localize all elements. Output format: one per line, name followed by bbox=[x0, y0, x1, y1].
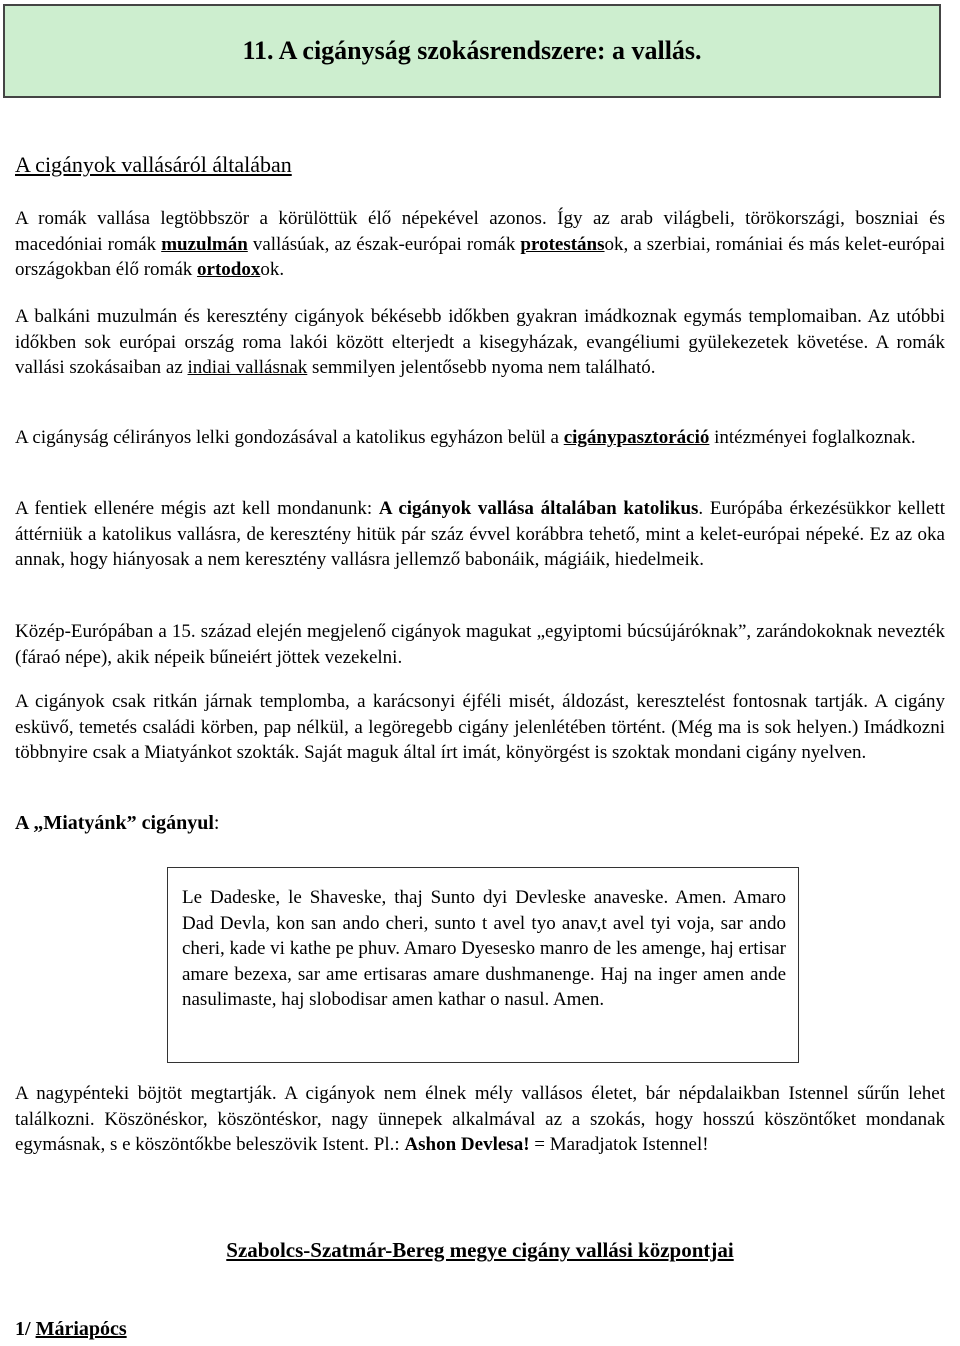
paragraph-2-text-b: semmilyen jelentősebb nyoma nem található. bbox=[307, 357, 656, 378]
title-box bbox=[3, 4, 941, 98]
link-protestans[interactable]: protestáns bbox=[520, 233, 605, 255]
paragraph-5: Közép-Európában a 15. század elején megjelenő cigányok magukat „egyiptomi búcsújáróknak”, zarándokoknak nevezték (fáraó népe), akik népeik bűneiért jöttek vezekelni. bbox=[15, 621, 945, 668]
list-number: 1/ bbox=[15, 1318, 31, 1340]
link-ciganypasztoracio[interactable]: cigánypasztoráció bbox=[563, 427, 710, 448]
paragraph-4-text-a: A fentiek ellenére mégis azt kell mondanunk: bbox=[15, 498, 379, 519]
link-ortodox[interactable]: ortodox bbox=[197, 259, 261, 280]
paragraph-3-text-a: A cigányság célirányos lelki gondozásával a katolikus egyházon belül a bbox=[15, 427, 564, 448]
paragraph-2 bbox=[15, 304, 945, 381]
paragraph-3 bbox=[15, 425, 945, 451]
paragraph-6: A cigányok csak ritkán járnak templomba, a karácsonyi éjféli misét, áldozást, keresztelést fontosnak tartják. A cigány esküvő, temetés családi körben, pap nélkül, a legöregebb cigány jelenlétében történt. (Még ma is sok helyen.) Imádkozni többnyire csak a Miatyánkot szokták. Saját maguk által írt imát, könyörgést is szoktak mondani cigány nyelven. bbox=[15, 691, 945, 763]
paragraph-1-text-a: A romák vallása legtöbbször a körülöttük élő népekével azonos. Így az arab világbeli, törökországi, boszniai és macedóniai romák bbox=[15, 208, 945, 255]
link-indiai-vallas[interactable]: indiai vallásnak bbox=[187, 357, 308, 378]
link-muzulman[interactable]: muzulmán bbox=[161, 233, 248, 255]
paragraph-4-bold: A cigányok vallása általában katolikus bbox=[378, 498, 699, 519]
paragraph-1-text-b: vallásúak, az észak-európai romák bbox=[247, 233, 521, 255]
paragraph-3-text-b: intézményei foglalkoznak. bbox=[709, 427, 916, 448]
prayer-box bbox=[167, 867, 799, 1063]
list-item-heading bbox=[15, 1318, 127, 1341]
paragraph-2-text-a: A balkáni muzulmán és keresztény cigányok békésebb időkben gyakran imádkoznak egymás templomaiban. Az utóbbi időkben sok európai ország roma lakói között elterjedt a kisegyházak, evangéliumi gyülekezetek követése. A romák vallási szokásaiban az bbox=[15, 306, 945, 378]
centers-heading: Szabolcs-Szatmár-Bereg megye cigány vallási központjai bbox=[226, 1238, 734, 1262]
prayer-heading bbox=[15, 812, 219, 835]
paragraph-4 bbox=[15, 496, 945, 573]
list-item-name[interactable]: Máriapócs bbox=[35, 1318, 127, 1340]
paragraph-1 bbox=[15, 206, 945, 283]
prayer-heading-colon: : bbox=[213, 812, 220, 834]
paragraph-1-text-d: ok. bbox=[260, 259, 285, 280]
paragraph-1-text-c: ok, a szerbiai, romániai és más kelet-európai országokban élő romák bbox=[15, 233, 946, 280]
section-heading: A cigányok vallásáról általában bbox=[15, 152, 292, 177]
paragraph-7-text-b: = Maradjatok Istennel! bbox=[529, 1134, 709, 1155]
page-title: 11. A cigányság szokásrendszere: a vallás. bbox=[242, 36, 702, 65]
paragraph-4-text-b: . Európába érkezésükkor kellett áttérniük a katolikus vallásra, de keresztény hitük pár száz évvel korábbra tehető, mint a kelet-európai népeké. Ez az oka annak, hogy hiányosak a nem keresztény vallásra jellemző babonáik, mágiáik, hiedelmeik. bbox=[15, 498, 946, 570]
paragraph-7-text-a: A nagypénteki böjtöt megtartják. A cigányok nem élnek mély vallásos életet, bár népdalaikban Istennel sűrűn lehet találkozni. Köszönéskor, köszöntéskor, nagy ünnepek alkalmával az a szokás, hogy hosszú köszöntőket mondanak egymásnak, s e köszöntőkbe beleszövik Istent. Pl.: bbox=[15, 1083, 945, 1155]
paragraph-7-bold: Ashon Devlesa! bbox=[404, 1134, 530, 1155]
prayer-text: Le Dadeske, le Shaveske, thaj Sunto dyi Devleske anaveske. Amen. Amaro Dad Devla, kon san ando cheri, sunto t avel tyo anav,t avel tyi voja, sar ando cheri, kade vi kathe pe phuv. Amaro Dyesesko manro de les amenge, haj ertisar amare bezexa, sar ame ertisaras amare dushmanenge. Haj na inger amen ande nasulimaste, haj slobodisar amen kathar o nasul. Amen. bbox=[182, 887, 786, 1010]
paragraph-7 bbox=[15, 1081, 945, 1158]
prayer-heading-text: A „Miatyánk” cigányul bbox=[15, 812, 214, 834]
